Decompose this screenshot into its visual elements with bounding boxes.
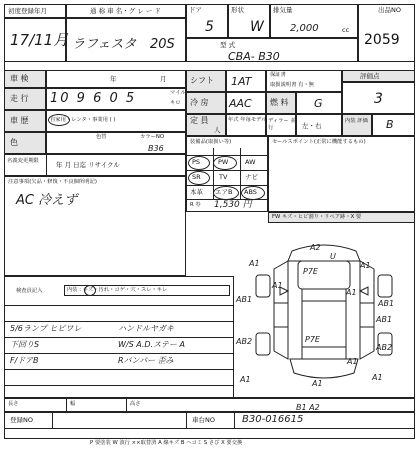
car-left-side [274, 261, 288, 359]
mileage-value: 10 9 6 0 5 [50, 91, 137, 106]
mark-fender-right: A1 [346, 288, 357, 297]
warranty-label: 保証書 [270, 72, 286, 78]
displacement-label: 排気量 [273, 6, 293, 14]
mark-front-bumper: A2 [310, 243, 321, 252]
rating-label: 評価点 [360, 72, 380, 80]
circle-sr [188, 171, 210, 185]
color-value-cell [46, 132, 186, 154]
capacity-unit: 人 [214, 126, 221, 134]
inspector-line1-right: ハンドルヤガキ [118, 324, 174, 333]
reg-label: 登録NO [10, 416, 33, 424]
shape-value: W [250, 19, 264, 35]
name-grade-label: 通 称 車 名・グ レ ー ド [90, 7, 161, 15]
color-change-label: 色替 [96, 134, 107, 140]
first-reg-value: 17/11月 [10, 31, 69, 49]
inspector-line2-right: W/S A.D.ステー A [118, 340, 185, 349]
model-name: ラフェスタ [72, 37, 137, 52]
shaken-year: 年 [110, 75, 117, 83]
mark-rear-bumper-1: A1 [312, 379, 323, 388]
r-label: R 券 [190, 202, 201, 208]
mark-quarter-right: A1 [347, 357, 358, 366]
equipment-title: 装備品(取扱い等) [190, 139, 232, 145]
selling-points-box [268, 136, 415, 212]
mark-rear-wheel-left: A1 [240, 375, 251, 384]
inspector-legend: 内装 : キズ・汚れ・コゲ・穴・スレ・キレ [67, 287, 168, 293]
car-rear-window [302, 347, 346, 359]
mark-rear-bumper-2: B1 A2 [296, 403, 320, 412]
history-label: 車 歴 [10, 116, 29, 125]
notes-box [4, 176, 186, 276]
wheel-rear-left [256, 333, 270, 355]
equip-leather: 本革 [190, 188, 203, 196]
car-front-bumper [288, 245, 360, 261]
mark-hood-p7e: P7E [303, 267, 318, 276]
ac-value: AAC [229, 97, 252, 110]
inspector-label: 検査員記入 [16, 288, 43, 294]
equip-airbag: エアB [215, 188, 233, 196]
width-label: 幅 [70, 401, 76, 407]
displacement-value: 2,000 [290, 23, 319, 34]
inspector-line1-left: 5/6ランプ ヒビワレ [10, 324, 82, 333]
shift-label: シフト [190, 76, 214, 85]
footer-legend: P 要塗装 W 波行 ××取替済 A 線キズ B ヘコミ S さび X 要交換 [90, 440, 243, 446]
length-label: 長さ [8, 401, 19, 407]
mark-door-right-2: AB1 [376, 315, 393, 324]
owner-label: 名義変更期限 [7, 158, 39, 164]
history-circle-mark [48, 114, 70, 126]
mark-front-left: A1 [249, 259, 260, 268]
height-label: 高さ [130, 401, 141, 407]
circle-ps [188, 156, 210, 170]
notes-value: AC 冷えず [16, 193, 78, 208]
inspector-line3-left: F/ドアB [10, 356, 39, 365]
car-windshield [302, 289, 346, 301]
fuel-value: G [314, 97, 323, 110]
owner-fields: 年 月 日迄 リサイクル [56, 161, 120, 169]
shaken-label: 車 検 [10, 74, 29, 83]
chassis-value: B30-016615 [242, 414, 304, 425]
interior-label: 内装 評価 [345, 118, 368, 124]
legend-circle-kizu [84, 285, 96, 296]
mark-front-right: A1 [360, 261, 371, 270]
doors-value: 5 [205, 19, 214, 35]
equip-abs: ABS [244, 188, 257, 196]
shaken-month: 月 [160, 75, 167, 83]
selling-points-label: セールスポイント(正常に機能するもの) [272, 139, 366, 145]
mark-door-left: AB1 [236, 295, 253, 304]
mark-hood-u: U [330, 252, 336, 261]
history-options: 自家用・レンタ・事業用 ( ) [50, 117, 116, 123]
car-diagram [234, 223, 415, 398]
dealer-label: ディラー 並行 [268, 118, 296, 131]
mark-rear-right: AB2 [376, 343, 393, 352]
lot-no: 2059 [364, 32, 400, 48]
fw-legend: FW キズ・ヒビ割り・リペア跡・X 要 [272, 214, 362, 220]
shift-value: 1AT [231, 75, 252, 88]
displacement-unit: cc [342, 26, 350, 34]
capacity-label: 定 員 [190, 116, 209, 125]
mark-fender-left: A1 [272, 281, 283, 290]
color-code-value: B36 [148, 144, 164, 153]
notes-label: 注意事項(欠品・修復・不良個所明記) [8, 179, 97, 185]
car-right-side [360, 261, 374, 359]
mark-door-right-1: AB1 [378, 299, 395, 308]
circle-abs [241, 186, 265, 200]
year-model-label: 年式 年毎モデル [228, 117, 267, 123]
first-reg-label: 初度登録年月 [8, 7, 47, 15]
inspector-line3-right: Rバンパー 歪み [118, 356, 174, 365]
rating-value: 3 [374, 91, 383, 107]
shape-label: 形状 [231, 6, 244, 14]
mirror-right [360, 287, 368, 295]
inspector-line2-left: 下回りS [10, 340, 40, 349]
model-code-label: 型 式 [220, 41, 236, 49]
wheel-front-left [256, 275, 270, 297]
model-code-value: CBA- B30 [228, 50, 280, 63]
circle-airbag [213, 186, 239, 200]
circle-pw [213, 156, 237, 170]
ac-label: 冷 房 [190, 98, 209, 107]
chassis-label: 車台NO [192, 416, 215, 424]
interior-value: B [386, 118, 394, 131]
lot-label: 出品NO [378, 6, 401, 14]
wheel-front-right [378, 275, 392, 297]
equip-aw: AW [245, 158, 256, 166]
mileage-unit-km: キロ [170, 100, 181, 106]
equip-pw: PW [218, 158, 229, 166]
color-label: 色 [10, 138, 18, 147]
mileage-unit-mile: マイル [170, 90, 186, 96]
color-code-label: カラーNO [140, 134, 165, 140]
equip-sr: SR [192, 173, 201, 181]
equip-tv: TV [219, 173, 228, 181]
mileage-label: 走 行 [10, 94, 29, 103]
grade: 20S [150, 37, 175, 52]
r-value: 1,530 円 [214, 200, 252, 210]
dealer-value: 左・右 [302, 122, 322, 130]
equip-navi: ナビ [245, 173, 258, 181]
doors-label: ドア [189, 6, 202, 14]
mark-rear-wheel-right: A1 [372, 373, 383, 382]
mark-rear-left: AB2 [236, 337, 253, 346]
mark-rear-p7e: P7E [305, 335, 320, 344]
warranty-sub: 取扱説明書 有・無 [270, 82, 315, 88]
equip-ps: PS [192, 158, 201, 166]
fuel-label: 燃 料 [270, 98, 289, 107]
